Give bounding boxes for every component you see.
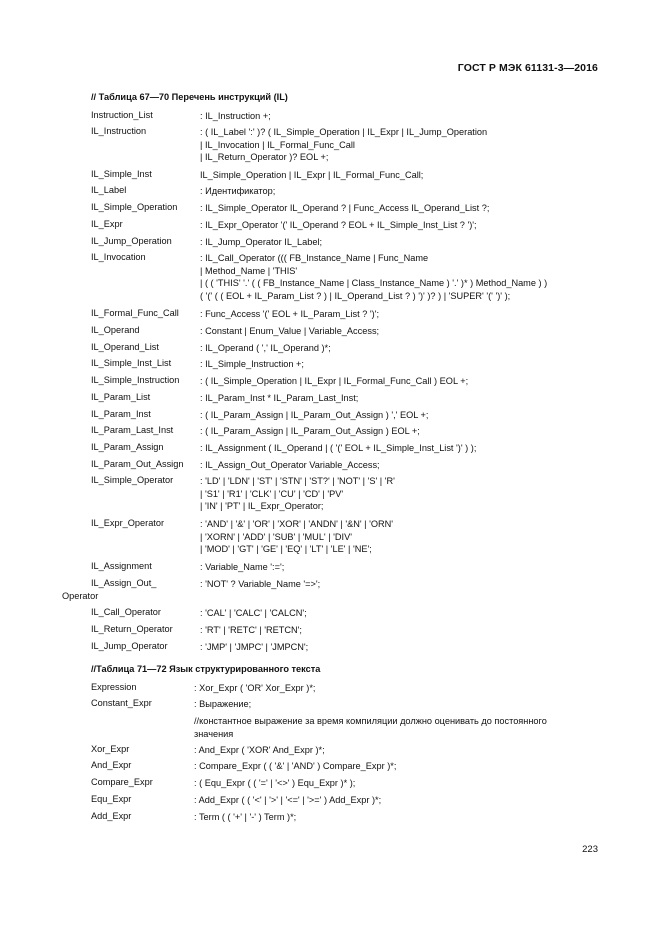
definition-line: : IL_Call_Operator ((( FB_Instance_Name | Func_Name: [200, 253, 429, 263]
row-definition: [200, 641, 308, 654]
row-definition: [200, 578, 320, 591]
row-term: And_Expr: [91, 760, 132, 770]
row-term: IL_Assignment: [91, 561, 152, 571]
row-term: IL_Param_Out_Assign: [91, 459, 184, 469]
definition-line: | 'IN' | 'PT' | IL_Expr_Operator;: [200, 501, 324, 512]
definition-line: : Variable_Name ':=';: [200, 562, 285, 572]
definition-line: | 'XORN' | 'ADD' | 'SUB' | 'MUL' | 'DIV': [200, 531, 352, 542]
definition-line: : Выражение;: [194, 699, 252, 709]
definition-line: : 'AND' | '&' | 'OR' | 'XOR' | 'ANDN' | '&N' | 'ORN': [200, 519, 394, 529]
row-definition: [200, 475, 395, 513]
row-term: Compare_Expr: [91, 777, 153, 787]
definition-line: : 'NOT' ? Variable_Name '=>';: [200, 579, 321, 589]
definition-line: : ( Equ_Expr ( ( '=' | '<>' ) Equ_Expr )* );: [194, 778, 356, 788]
row-definition: [200, 342, 331, 355]
row-term: Constant_Expr: [91, 698, 152, 708]
table2-title: //Таблица 71—72 Язык структурированного текста: [91, 664, 321, 674]
definition-line: : And_Expr ( 'XOR' And_Expr )*;: [194, 745, 325, 755]
definition-line: ( '(' ( ( EOL + IL_Param_List ? ) | IL_Operand_List ? ) ')' )? ) | 'SUPER' '(' ')' );: [200, 290, 511, 301]
row-definition: [200, 425, 420, 438]
row-definition: [194, 682, 315, 695]
row-term: IL_Assign_Out_: [91, 578, 157, 588]
definition-line: | ( ( 'THIS' '.' ( ( FB_Instance_Name | Class_Instance_Name ) '.' )* ) Method_Name ) ): [200, 278, 548, 289]
definition-line: : 'RT' | 'RETC' | 'RETCN';: [200, 625, 302, 635]
definition-line: : IL_Simple_Instruction +;: [200, 359, 304, 369]
row-term: Equ_Expr: [91, 794, 132, 804]
row-definition: [200, 358, 304, 371]
definition-line: IL_Simple_Operation | IL_Expr | IL_Formal_Func_Call;: [200, 170, 424, 180]
row-term: Xor_Expr: [91, 744, 130, 754]
definition-line: | 'S1' | 'R1' | 'CLK' | 'CU' | 'CD' | 'PV': [200, 488, 344, 499]
row-definition: [200, 518, 393, 556]
row-definition: [200, 110, 271, 123]
definition-line: : IL_Instruction +;: [200, 111, 271, 121]
row-term: IL_Param_List: [91, 392, 151, 402]
row-term: IL_Expr_Operator: [91, 518, 165, 528]
row-term: IL_Operand: [91, 325, 140, 335]
row-definition: [200, 607, 307, 620]
row-definition: [194, 698, 251, 711]
row-term: IL_Jump_Operation: [91, 236, 172, 246]
definition-line: : 'JMP' | 'JMPC' | 'JMPCN';: [200, 642, 309, 652]
definition-line: | IL_Return_Operator )? EOL +;: [200, 152, 329, 163]
definition-line: | 'MOD' | 'GT' | 'GE' | 'EQ' | 'LT' | 'LE' | 'NE';: [200, 544, 372, 555]
row-definition: [200, 442, 476, 455]
definition-line: : Идентификатор;: [200, 186, 276, 196]
row-term: IL_Simple_Operator: [91, 475, 174, 485]
definition-line: : IL_Operand ( ',' IL_Operand )*;: [200, 343, 331, 353]
row-definition: [200, 202, 489, 215]
row-term: IL_Operand_List: [91, 342, 159, 352]
definition-line: | Method_Name | 'THIS': [200, 265, 298, 276]
row-term: IL_Simple_Inst_List: [91, 358, 172, 368]
row-definition: [194, 794, 381, 807]
row-term: IL_Invocation: [91, 252, 146, 262]
definition-line: : ( IL_Param_Assign | IL_Param_Out_Assign ) EOL +;: [200, 426, 420, 436]
definition-line: : Compare_Expr ( ( '&' | 'AND' ) Compare_Expr )*;: [194, 761, 397, 771]
definition-line: //константное выражение за время компиляции должно оценивать до постоянного: [194, 716, 547, 726]
standard-header: ГОСТ Р МЭК 61131-3—2016: [457, 62, 598, 74]
row-term: IL_Simple_Inst: [91, 169, 152, 179]
row-definition: [200, 169, 423, 182]
row-term: IL_Call_Operator: [91, 607, 161, 617]
definition-line: : Xor_Expr ( 'OR' Xor_Expr )*;: [194, 683, 316, 693]
page-number: 223: [582, 844, 598, 855]
definition-line: : IL_Param_Inst * IL_Param_Last_Inst;: [200, 393, 359, 403]
definition-line: : IL_Assign_Out_Operator Variable_Access;: [200, 460, 380, 470]
row-definition: [200, 185, 275, 198]
row-term-continuation: Operator: [62, 590, 99, 601]
definition-line: : IL_Assignment ( IL_Operand | ( '(' EOL + IL_Simple_Inst_List ')' ) );: [200, 443, 477, 453]
row-definition: [194, 760, 396, 773]
row-term: IL_Param_Inst: [91, 409, 151, 419]
row-definition: [200, 126, 487, 164]
row-definition: [200, 624, 302, 637]
definition-line: : ( IL_Label ':' )? ( IL_Simple_Operation | IL_Expr | IL_Jump_Operation: [200, 127, 488, 137]
table1-title: // Таблица 67—70 Перечень инструкций (IL): [91, 92, 288, 102]
row-definition: [200, 236, 322, 249]
row-definition: [200, 325, 379, 338]
definition-line: значения: [194, 728, 234, 739]
row-definition: [200, 409, 428, 422]
definition-line: : IL_Simple_Operator IL_Operand ? | Func_Access IL_Operand_List ?;: [200, 203, 490, 213]
row-term: IL_Param_Assign: [91, 442, 164, 452]
definition-line: : Constant | Enum_Value | Variable_Access;: [200, 326, 380, 336]
definition-line: : Func_Access '(' EOL + IL_Param_List ? ')';: [200, 309, 380, 319]
row-term: IL_Formal_Func_Call: [91, 308, 179, 318]
row-definition: [200, 459, 380, 472]
definition-line: : 'CAL' | 'CALC' | 'CALCN';: [200, 608, 307, 618]
definition-line: : ( IL_Simple_Operation | IL_Expr | IL_Formal_Func_Call ) EOL +;: [200, 376, 469, 386]
row-definition: [194, 811, 296, 824]
row-term: IL_Simple_Instruction: [91, 375, 180, 385]
row-term: IL_Instruction: [91, 126, 147, 136]
row-term: Expression: [91, 682, 137, 692]
row-definition: [200, 375, 468, 388]
definition-line: : Add_Expr ( ( '<' | '>' | '<=' | '>=' ) Add_Expr )*;: [194, 795, 382, 805]
row-term: Add_Expr: [91, 811, 132, 821]
row-definition: [194, 715, 547, 740]
row-term: IL_Return_Operator: [91, 624, 173, 634]
row-definition: [194, 777, 355, 790]
row-term: IL_Expr: [91, 219, 123, 229]
definition-line: : IL_Expr_Operator '(' IL_Operand ? EOL + IL_Simple_Inst_List ? ')';: [200, 220, 477, 230]
row-term: IL_Param_Last_Inst: [91, 425, 174, 435]
row-definition: [200, 392, 358, 405]
row-term: IL_Jump_Operator: [91, 641, 168, 651]
row-definition: [200, 308, 379, 321]
row-term: Instruction_List: [91, 110, 153, 120]
row-term: IL_Label: [91, 185, 127, 195]
row-definition: [194, 744, 325, 757]
definition-line: : ( IL_Param_Assign | IL_Param_Out_Assign ) ',' EOL +;: [200, 410, 429, 420]
definition-line: : IL_Jump_Operator IL_Label;: [200, 237, 323, 247]
definition-line: | IL_Invocation | IL_Formal_Func_Call: [200, 139, 355, 150]
definition-line: : Term ( ( '+' | '-' ) Term )*;: [194, 812, 297, 822]
row-definition: [200, 561, 284, 574]
definition-line: : 'LD' | 'LDN' | 'ST' | 'STN' | 'ST?' | 'NOT' | 'S' | 'R': [200, 476, 395, 486]
row-definition: [200, 252, 547, 302]
row-definition: [200, 219, 477, 232]
row-term: IL_Simple_Operation: [91, 202, 178, 212]
